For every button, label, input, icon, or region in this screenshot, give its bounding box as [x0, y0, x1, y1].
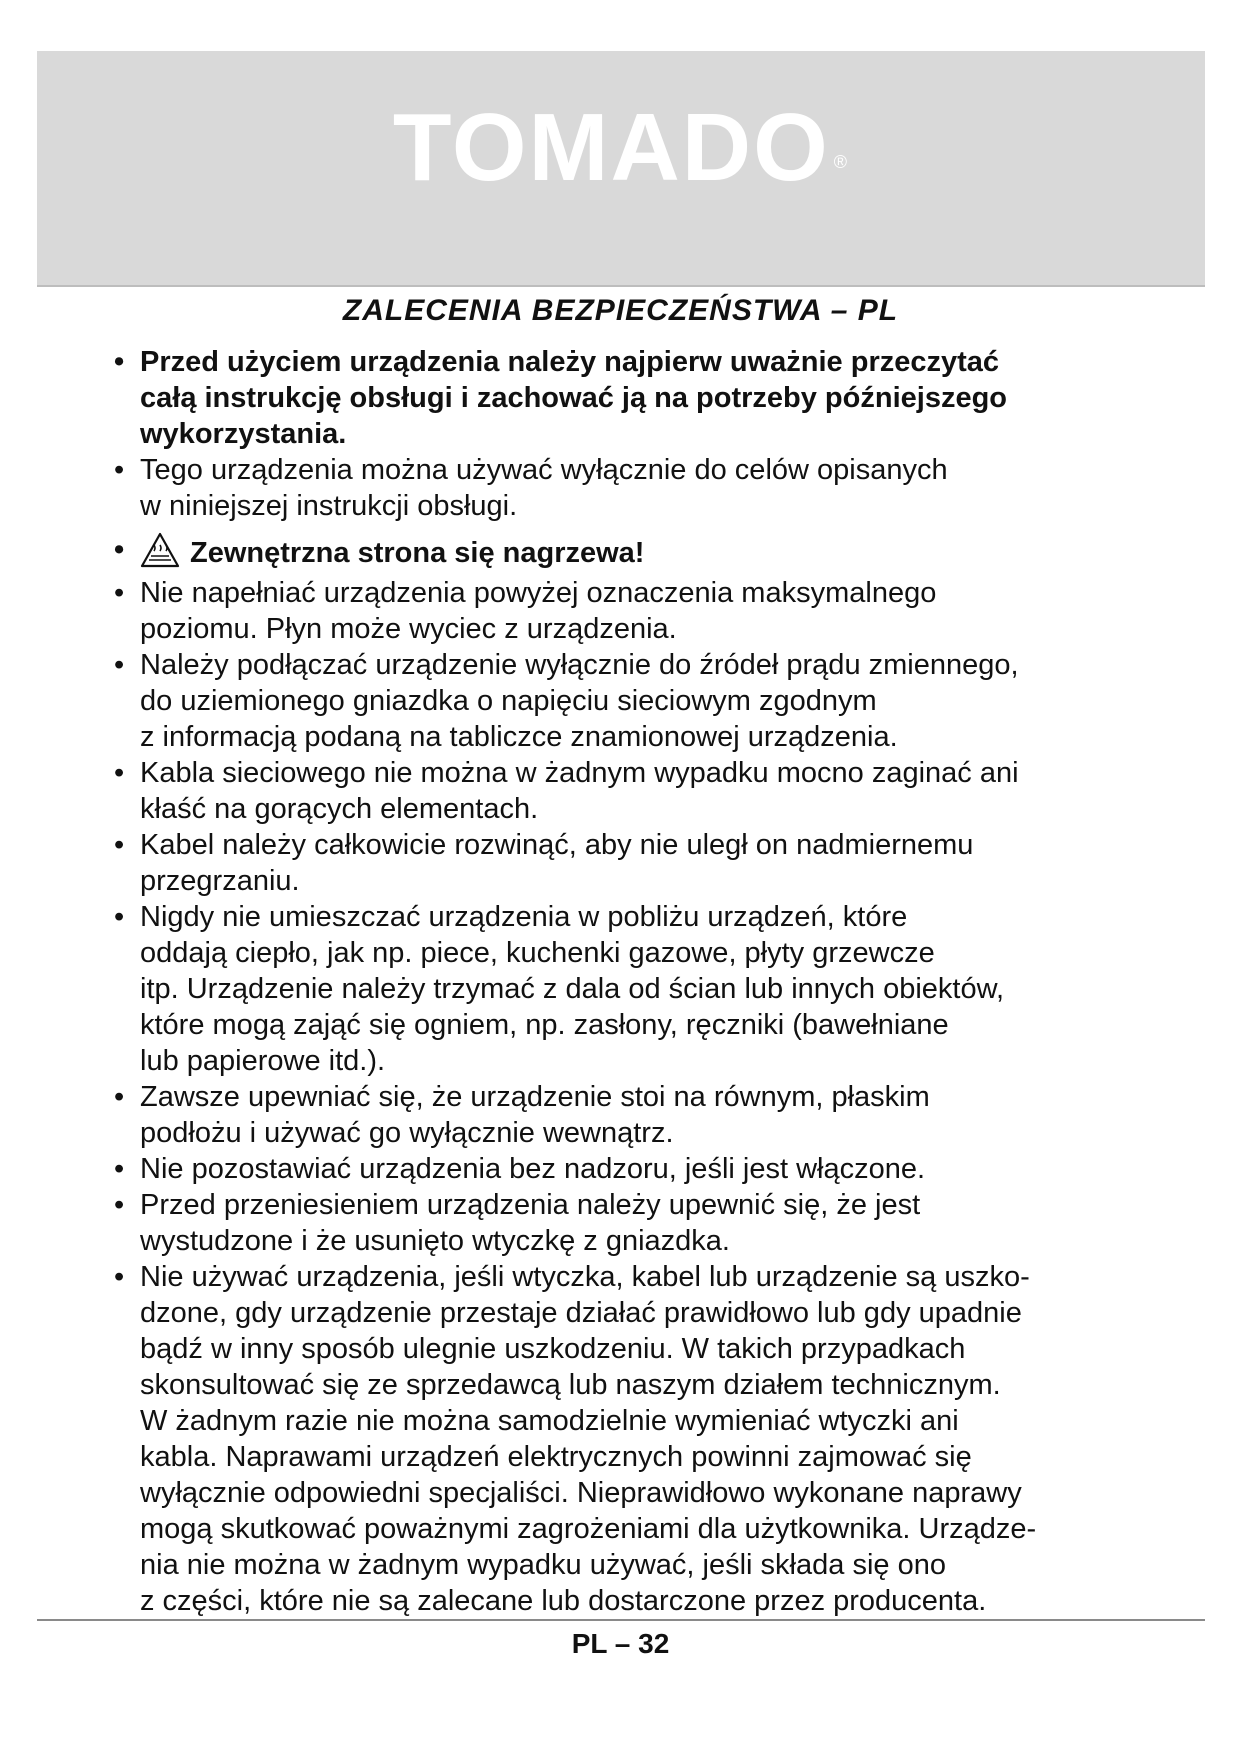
- list-item-text: z informacją podaną na tabliczce znamionowej urządzenia.: [140, 721, 898, 753]
- list-item-text: Nie używać urządzenia, jeśli wtyczka, kabel lub urządzenie są uszko-: [140, 1261, 1030, 1293]
- list-item-text: dzone, gdy urządzenie przestaje działać prawidłowo lub gdy upadnie: [140, 1297, 1022, 1329]
- list-item-line: [140, 1475, 1148, 1511]
- list-item-text: w niniejszej instrukcji obsługi.: [140, 490, 518, 522]
- tomado-logo: [37, 94, 1205, 201]
- list-item: [114, 1079, 1148, 1151]
- list-item: [114, 532, 1148, 571]
- list-item-text: całą instrukcję obsługi i zachować ją na potrzeby późniejszego: [140, 382, 1007, 414]
- list-item-text: które mogą zająć się ogniem, np. zasłony, ręczniki (bawełniane: [140, 1009, 949, 1041]
- list-item-text: Kabel należy całkowicie rozwinąć, aby nie uległ on nadmiernemu: [140, 829, 974, 861]
- list-item-text: mogą skutkować poważnymi zagrożeniami dla użytkownika. Urządze-: [140, 1513, 1037, 1545]
- footer-divider: [37, 1619, 1205, 1621]
- bullet-marker: •: [114, 534, 125, 566]
- list-item-line: [140, 719, 1148, 755]
- list-item-text: Zewnętrzna strona się nagrzewa!: [190, 537, 645, 569]
- list-item-text: przegrzaniu.: [140, 865, 300, 897]
- registered-mark: ®: [833, 152, 850, 172]
- list-item-line: [140, 452, 1148, 488]
- list-item-line: [140, 1295, 1148, 1331]
- list-item: [114, 647, 1148, 755]
- list-item-line: [140, 1403, 1148, 1439]
- list-item-text: bądź w inny sposób ulegnie uszkodzeniu. W takich przypadkach: [140, 1333, 966, 1365]
- list-item-text: wyłącznie odpowiedni specjaliści. Nieprawidłowo wykonane naprawy: [140, 1477, 1022, 1509]
- list-item: [114, 1259, 1148, 1619]
- brand-header: [37, 51, 1205, 287]
- list-item-text: Tego urządzenia można używać wyłącznie do celów opisanych: [140, 454, 948, 486]
- bullet-marker: •: [114, 1153, 125, 1185]
- list-item-text: lub papierowe itd.).: [140, 1045, 386, 1077]
- page-number: PL – 32: [571, 1628, 670, 1659]
- list-item-text: nia nie można w żadnym wypadku używać, jeśli składa się ono: [140, 1549, 946, 1581]
- list-item-line: [140, 1187, 1148, 1223]
- bullet-marker: •: [114, 1261, 125, 1293]
- list-item-line: [140, 755, 1148, 791]
- list-item-line: [140, 380, 1148, 416]
- hot-surface-warning-icon: [140, 532, 180, 568]
- list-item: [114, 1151, 1148, 1187]
- list-item-text: do uziemionego gniazdka o napięciu sieciowym zgodnym: [140, 685, 877, 717]
- list-item-line: [140, 1367, 1148, 1403]
- list-item-text: Przed użyciem urządzenia należy najpierw uważnie przeczytać: [140, 346, 1000, 378]
- list-item-line: [140, 899, 1148, 935]
- list-item-line: [140, 1043, 1148, 1079]
- list-item: [114, 899, 1148, 1079]
- bullet-marker: •: [114, 901, 125, 933]
- list-item-text: Nie pozostawiać urządzenia bez nadzoru, jeśli jest włączone.: [140, 1153, 926, 1185]
- list-item-text: Zawsze upewniać się, że urządzenie stoi na równym, płaskim: [140, 1081, 930, 1113]
- list-item-line: [140, 863, 1148, 899]
- bullet-marker: •: [114, 577, 125, 609]
- list-item-line: [140, 1079, 1148, 1115]
- list-item-text: poziomu. Płyn może wyciec z urządzenia.: [140, 613, 677, 645]
- list-item-text: z części, które nie są zalecane lub dostarczone przez producenta.: [140, 1585, 987, 1617]
- list-item-text: skonsultować się ze sprzedawcą lub naszym działem technicznym.: [140, 1369, 1001, 1401]
- list-item-line: [140, 575, 1148, 611]
- list-item: [114, 452, 1148, 524]
- list-item-line: [140, 1331, 1148, 1367]
- list-item-line: [140, 1583, 1148, 1619]
- list-item-line: [140, 935, 1148, 971]
- bullet-marker: •: [114, 829, 125, 861]
- list-item-line: [140, 1259, 1148, 1295]
- list-item-text: podłożu i używać go wyłącznie wewnątrz.: [140, 1117, 674, 1149]
- list-item: [114, 755, 1148, 827]
- bullet-marker: •: [114, 1189, 125, 1221]
- list-item-line: [140, 791, 1148, 827]
- list-item: [114, 575, 1148, 647]
- list-item-text: oddają ciepło, jak np. piece, kuchenki gazowe, płyty grzewcze: [140, 937, 935, 969]
- list-item-line: [140, 1115, 1148, 1151]
- list-item-text: wystudzone i że usunięto wtyczkę z gniazdka.: [140, 1225, 730, 1257]
- list-item-line: [140, 1511, 1148, 1547]
- list-item-line: [140, 647, 1148, 683]
- list-item-text: Przed przeniesieniem urządzenia należy upewnić się, że jest: [140, 1189, 921, 1221]
- list-item-text: Kabla sieciowego nie można w żadnym wypadku mocno zaginać ani: [140, 757, 1019, 789]
- list-item-line: [140, 532, 1148, 571]
- list-item-text: Nigdy nie umieszczać urządzenia w pobliżu urządzeń, które: [140, 901, 908, 933]
- bullet-marker: •: [114, 757, 125, 789]
- list-item-line: [140, 1151, 1148, 1187]
- logo-text: TOMADO: [392, 94, 830, 201]
- list-item-line: [140, 1439, 1148, 1475]
- list-item-line: [140, 1007, 1148, 1043]
- list-item-text: kłaść na gorących elementach.: [140, 793, 539, 825]
- list-item: [114, 344, 1148, 452]
- list-item-line: [140, 971, 1148, 1007]
- list-item-text: kabla. Naprawami urządzeń elektrycznych powinni zajmować się: [140, 1441, 972, 1473]
- bullet-marker: •: [114, 1081, 125, 1113]
- bullet-marker: •: [114, 346, 125, 378]
- list-item-line: [140, 827, 1148, 863]
- bullet-marker: •: [114, 649, 125, 681]
- list-item: [114, 1187, 1148, 1259]
- list-item-text: W żadnym razie nie można samodzielnie wymieniać wtyczki ani: [140, 1405, 959, 1437]
- list-item-line: [140, 683, 1148, 719]
- list-item-line: [140, 344, 1148, 380]
- list-item-line: [140, 611, 1148, 647]
- list-item-text: itp. Urządzenie należy trzymać z dala od ścian lub innych obiektów,: [140, 973, 1004, 1005]
- list-item: [114, 827, 1148, 899]
- list-item-line: [140, 416, 1148, 452]
- list-item-line: [140, 1547, 1148, 1583]
- list-item-line: [140, 1223, 1148, 1259]
- page-title: ZALECENIA BEZPIECZEŃSTWA – PL: [342, 294, 899, 327]
- list-item-line: [140, 488, 1148, 524]
- safety-list: [114, 344, 1148, 1619]
- list-item-text: Należy podłączać urządzenie wyłącznie do źródeł prądu zmiennego,: [140, 649, 1019, 681]
- list-item-text: Nie napełniać urządzenia powyżej oznaczenia maksymalnego: [140, 577, 937, 609]
- bullet-marker: •: [114, 454, 125, 486]
- list-item-text: wykorzystania.: [140, 418, 347, 450]
